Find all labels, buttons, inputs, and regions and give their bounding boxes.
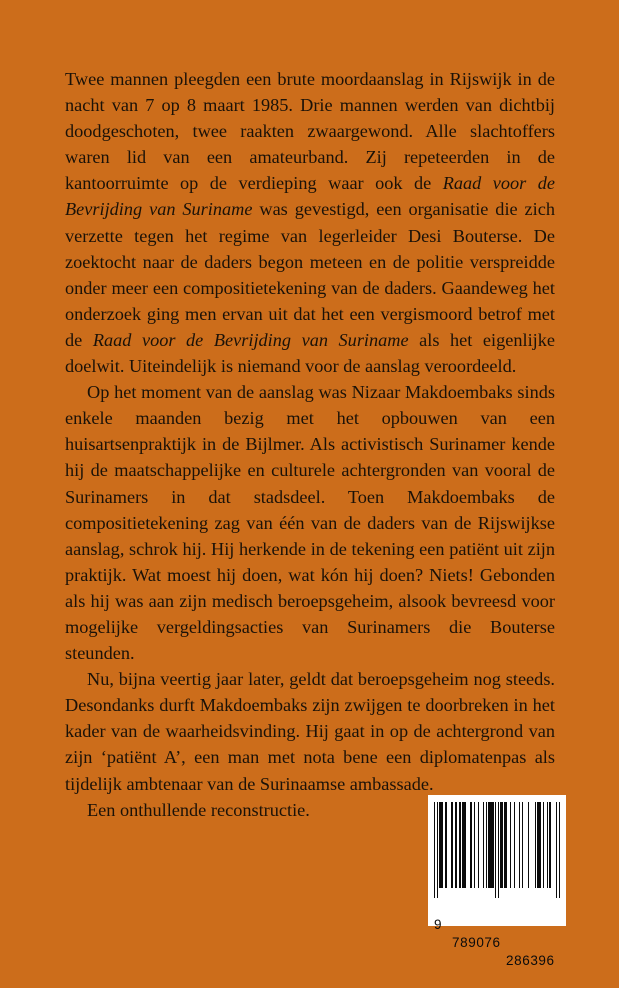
barcode-digits [434, 898, 560, 968]
barcode-bar [459, 802, 460, 888]
blurb-paragraph [65, 666, 555, 796]
barcode-bar [483, 802, 484, 888]
barcode-bar [535, 802, 536, 888]
barcode-digit-group-right: 286396 [506, 953, 555, 968]
barcode-bar [462, 802, 466, 888]
blurb-italic-run: Raad voor de Bevrijding van Suriname [65, 173, 555, 220]
barcode-bar [528, 802, 529, 888]
barcode-bar [556, 802, 557, 898]
barcode-bar [445, 802, 448, 888]
barcode-bar [437, 802, 438, 898]
blurb-italic-run: Raad voor de Bevrijding van Suriname [92, 329, 409, 350]
barcode-bar [547, 802, 548, 888]
blurb-text-run: Een onthullende reconstructie. [87, 799, 310, 820]
barcode-bar [537, 802, 541, 888]
barcode-bar [439, 802, 443, 888]
barcode-bar [543, 802, 544, 888]
barcode-digit-group-left: 9 [434, 917, 443, 932]
barcode-bar [488, 802, 493, 888]
barcode-bar [500, 802, 503, 888]
blurb-text-run: was gevestigd, een organisatie die zich verzette tegen het regime van legerleider Desi Bouterse. De zoektocht naar de daders begon meteen en de politie verspreidde onder meer een compositietekening van de daders. Gaandeweg het onderzoek ging men ervan uit dat het een vergismoord betrof met de [65, 199, 555, 350]
blurb-text-run: Twee mannen pleegden een brute moordaanslag in Rijswijk in de nacht van 7 op 8 maart 1985. Drie mannen werden van dichtbij doodgeschoten, twee raakten zwaargewond. Alle slachtoffers waren lid van een amateurband. Zij repeteerden in de kantoorruimte op de verdieping waar ook de [65, 69, 555, 194]
blurb-paragraph [65, 379, 555, 666]
barcode-bar [514, 802, 515, 888]
barcode-bars [434, 802, 560, 898]
barcode-bar [559, 802, 560, 898]
blurb-text-run: als het eigenlijke doelwit. Uiteindelijk is niemand voor de aanslag veroordeeld. [65, 329, 556, 377]
barcode-bar [474, 802, 475, 888]
barcode-bar [434, 802, 435, 898]
barcode-bar [498, 802, 499, 898]
barcode-bar [470, 802, 473, 888]
barcode-digit-group-mid: 789076 [452, 935, 501, 950]
blurb-text-run: Op het moment van de aanslag was Nizaar Makdoembaks sinds enkele maanden bezig met het opbouwen van een huisartsenpraktijk in de Bijlmer. Als activistisch Surinamer kende hij de maatschappelijke en culturele achtergronden van vooral de Surinamers in dat stadsdeel. Toen Makdoembaks de compositietekening zag van één van de daders van de Rijswijkse aanslag, schrok hij. Hij herkende in de tekening een patiënt uit zijn praktijk. Wat moest hij doen, wat kón hij doen? Niets! Gebonden als hij was aan zijn medisch beroepsgeheim, alsook bevreesd voor mogelijke vergeldingsacties van Surinamers die Bouterse steunden. [65, 382, 555, 664]
barcode-bar [504, 802, 507, 888]
barcode-bar [451, 802, 452, 888]
barcode-bar [455, 802, 456, 888]
barcode-bar [519, 802, 520, 888]
barcode-bar [486, 802, 487, 888]
barcode-block [428, 795, 566, 968]
barcode-bar [478, 802, 479, 888]
barcode-bar [549, 802, 550, 888]
back-cover-blurb [65, 66, 555, 823]
barcode-bar [522, 802, 523, 888]
blurb-paragraph [65, 66, 555, 379]
blurb-text-run: Nu, bijna veertig jaar later, geldt dat beroepsgeheim nog steeds. Desondanks durft Makdoembaks zijn zwijgen te doorbreken in het kader van de waarheidsvinding. Hij gaat in op de achtergrond van zijn ‘patiënt A’, een man met nota bene een diplomatenpas als tijdelijk ambtenaar van de Surinaamse ambassade. [65, 669, 555, 794]
barcode-bar [510, 802, 511, 888]
barcode-bar [495, 802, 496, 898]
